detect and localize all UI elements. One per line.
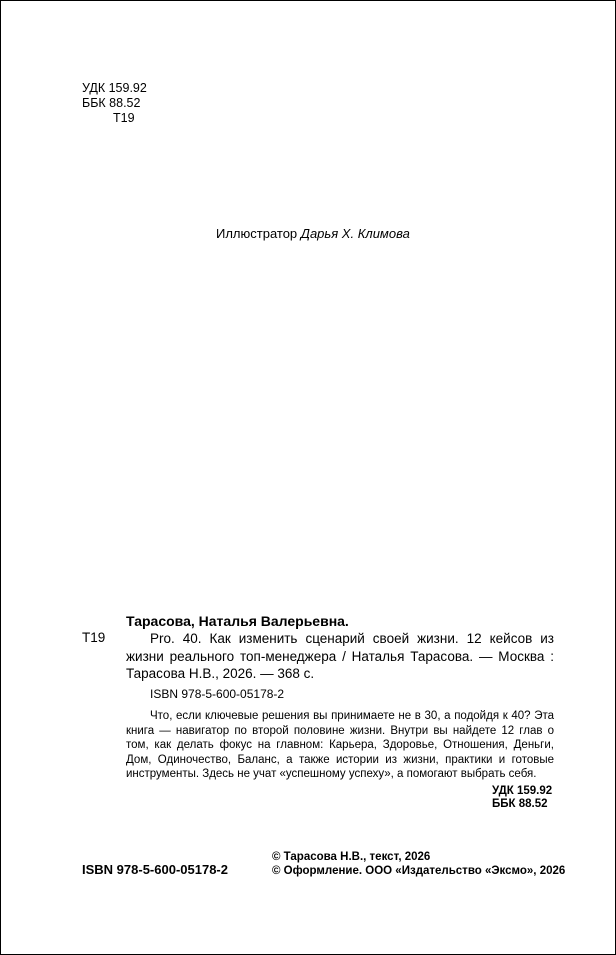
- copyright-text: © Тарасова Н.В., текст, 2026: [272, 851, 431, 863]
- cutter-code: Т19: [113, 111, 135, 125]
- copyright-design: © Оформление. ООО «Издательство «Эксмо», 2026: [272, 864, 566, 877]
- isbn-inline: ISBN 978-5-600-05178-2: [150, 687, 285, 701]
- annotation: [126, 709, 554, 782]
- bibliographic-description: [126, 630, 554, 683]
- illustrator-credit: [216, 226, 410, 241]
- udk-code: УДК 159.92: [82, 81, 147, 95]
- bbk-code: ББК 88.52: [82, 96, 141, 110]
- classification-codes-annotation: [492, 785, 552, 811]
- illustrator-label: Иллюстратор: [216, 226, 298, 241]
- udk-code-annotation: УДК 159.92: [492, 785, 553, 797]
- author-heading: Тарасова, Наталья Валерьевна.: [126, 613, 349, 629]
- isbn-footer: ISBN 978-5-600-05178-2: [82, 862, 228, 877]
- cutter-code-side: Т19: [82, 630, 106, 645]
- copyright-notices: [272, 851, 565, 878]
- bbk-code-annotation: ББК 88.52: [492, 798, 548, 810]
- bibliographic-text: Pro. 40. Как изменить сценарий своей жизни. 12 кейсов из жизни реального топ-менеджера / Наталья Тарасова. — Москва : Тарасова Н.В., 2026. — 368 с.: [126, 631, 554, 681]
- illustrator-name: Дарья Х. Климова: [300, 226, 410, 241]
- annotation-text: Что, если ключевые решения вы принимаете не в 30, а подойдя к 40? Эта книга — навигатор по второй половине жизни. Внутри вы найдете 12 глав о том, как делать фокус на главном: Карьера, Здоровье, Отношения, Деньги, Дом, Одиночество, Баланс, а также истории из жизни, практики и готовые инструменты. Здесь не учат «успешному успеху», а помогают выбрать себя.: [126, 710, 554, 780]
- classification-codes-top: [82, 81, 147, 126]
